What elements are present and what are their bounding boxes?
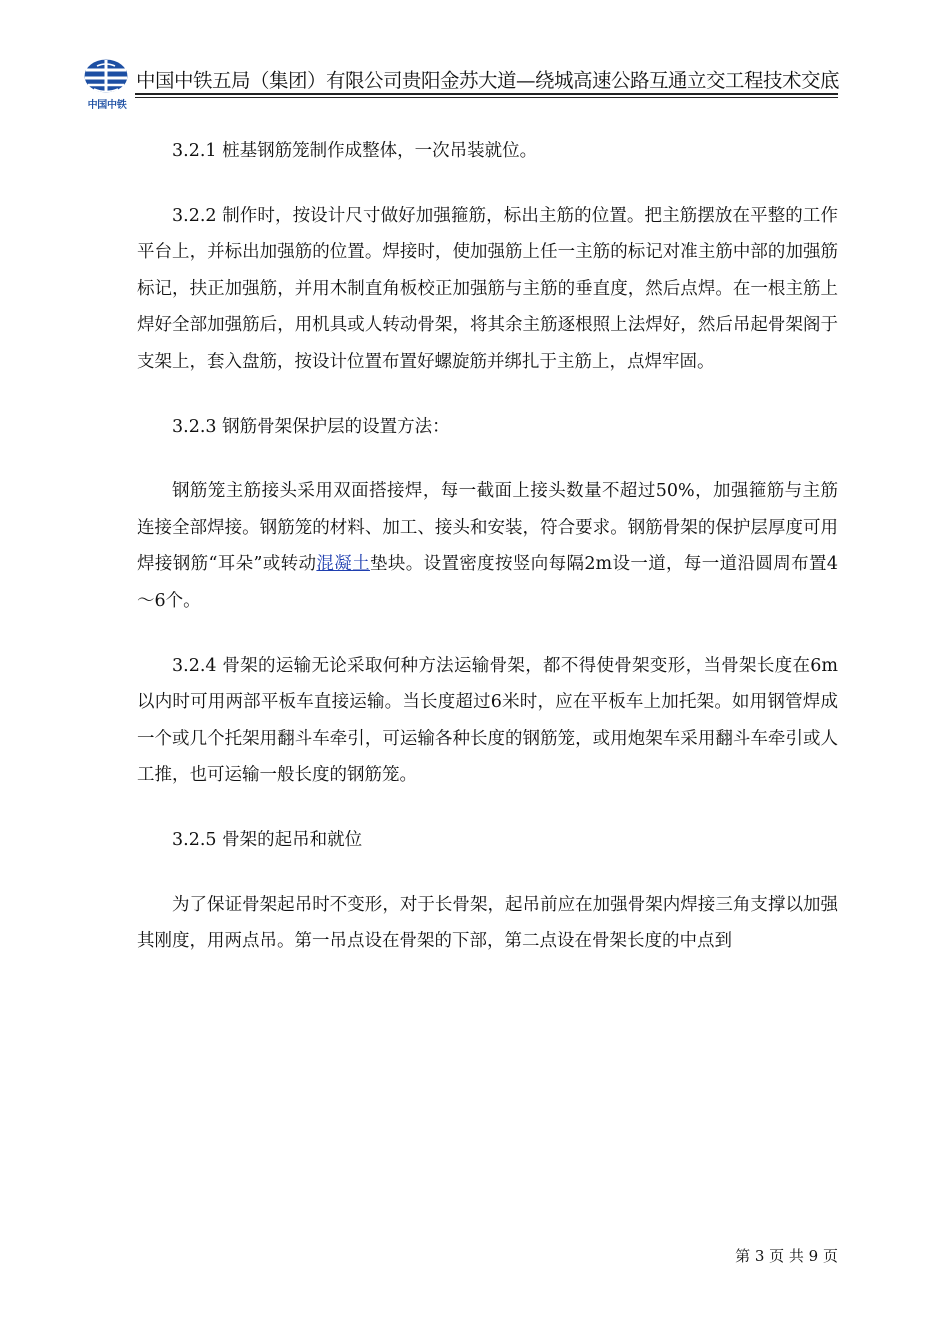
section-3-2-3-body <box>137 473 838 619</box>
section-3-2-5-heading: 3.2.5 骨架的起吊和就位 <box>172 829 363 850</box>
header-rule-thick <box>135 93 838 95</box>
section-3-2-4: 3.2.4 骨架的运输无论采取何种方法运输骨架，都不得使骨架变形，当骨架长度在6m以内时可用两部平板车直接运输。当长度超过6米时，应在平板车上加托架。如用钢管焊成一个或几个托架用翻斗车牵引，可运输各种长度的钢筋笼，或用炮架车采用翻斗车牵引或人工推，也可运输一般长度的钢筋笼。 <box>137 655 838 786</box>
section-3-2-3-heading: 3.2.3 钢筋骨架保护层的设置方法： <box>172 416 450 437</box>
header-rule-thin <box>135 97 838 98</box>
section-3-2-5-body: 为了保证骨架起吊时不变形，对于长骨架，起吊前应在加强骨架内焊接三角支撑以加强其刚度，用两点吊。第一吊点设在骨架的下部，第二点设在骨架长度的中点到 <box>137 894 838 952</box>
company-logo <box>80 58 132 111</box>
section-3-2-3-text-after: 垫块。设置密度按竖向每隔2m设一道，每一道沿圆周布置4～6个。 <box>137 554 838 611</box>
document-body <box>137 133 838 988</box>
section-3-2-3-text-before: 钢筋笼主筋接头采用双面搭接焊，每一截面上接头数量不超过50%，加强箍筋与主筋连接全部焊接。钢筋笼的材料、加工、接头和安装，符合要求。钢筋骨架的保护层厚度可用焊接钢筋“耳朵”或转动 <box>137 481 838 575</box>
section-3-2-1: 3.2.1 桩基钢筋笼制作成整体，一次吊装就位。 <box>172 141 538 161</box>
header-title: 中国中铁五局（集团）有限公司贵阳金苏大道—绕城高速公路互通立交工程技术交底 <box>136 69 840 92</box>
globe-logo-icon <box>80 58 132 98</box>
section-3-2-2: 3.2.2 制作时，按设计尺寸做好加强箍筋，标出主筋的位置。把主筋摆放在平整的工作平台上，并标出加强筋的位置。焊接时，使加强筋上任一主筋的标记对准主筋中部的加强筋标记，扶正加强筋，并用木制直角板校正加强筋与主筋的垂直度，然后点焊。在一根主筋上焊好全部加强筋后，用机具或人转动骨架，将其余主筋逐根照上法焊好，然后吊起骨架阁于支架上，套入盘筋，按设计位置布置好螺旋筋并绑扎于主筋上，点焊牢固。 <box>137 205 838 372</box>
page-number: 第 3 页 共 9 页 <box>735 1247 838 1265</box>
concrete-link[interactable]: 混凝土 <box>316 554 370 575</box>
logo-text: 中国中铁 <box>87 100 127 111</box>
page-header <box>80 55 840 111</box>
